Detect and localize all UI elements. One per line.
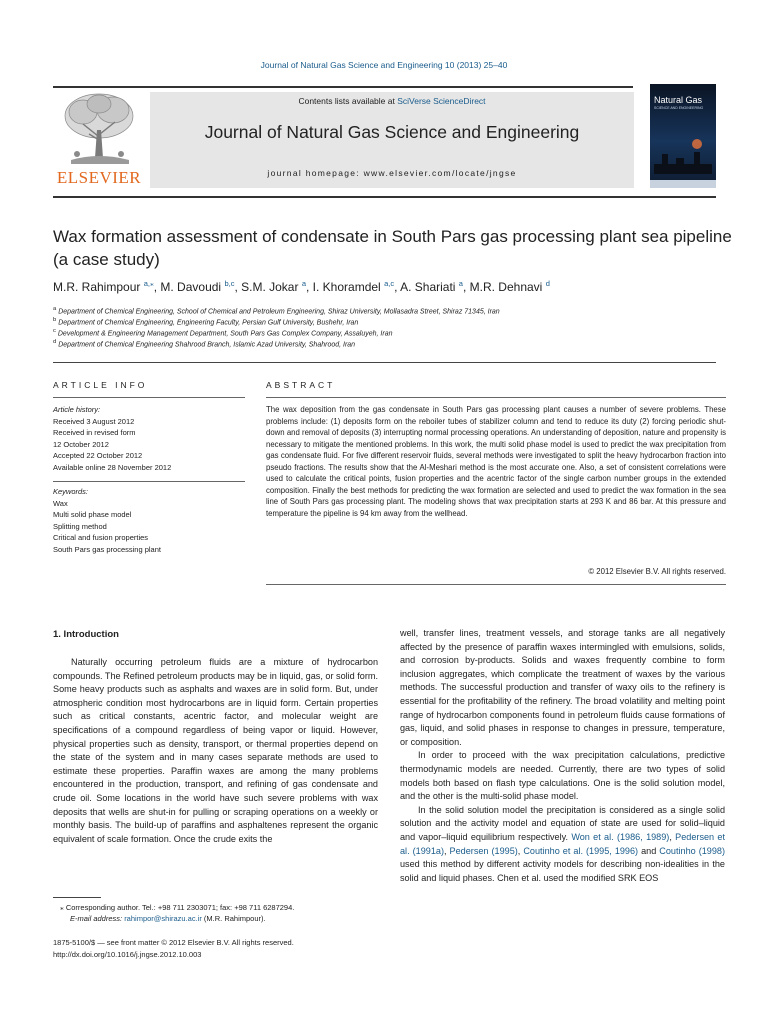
- email-note: [70, 913, 400, 924]
- journal-reference[interactable]: Journal of Natural Gas Science and Engineering 10 (2013) 25–40: [260, 60, 508, 70]
- email-suffix: (M.R. Rahimpour).: [201, 914, 266, 923]
- keywords-label: Keywords:: [53, 487, 89, 496]
- paragraph-text: ,: [669, 831, 676, 842]
- elsevier-logo[interactable]: [53, 90, 145, 188]
- paragraph-text: used this method by different activity models for describing non-idealities in the solid and liquid phases. Chen et al. used the modified SRK EOS: [400, 859, 725, 883]
- paragraph: In order to proceed with the wax precipitation calculations, predictive thermodynamic models are needed. Currently, there are two types of solid models both based on flash type calculations. One is the solid solution model, and the other is the multi-solid phase model.: [400, 750, 725, 802]
- journal-homepage[interactable]: journal homepage: www.elsevier.com/locate/jngse: [267, 168, 517, 178]
- abstract-heading: ABSTRACT: [266, 380, 336, 390]
- section-divider: [53, 362, 716, 363]
- elsevier-tree-icon: [53, 90, 145, 168]
- keywords: [53, 486, 243, 555]
- cover-subtitle: SCIENCE AND ENGINEERING: [654, 106, 704, 110]
- author-affiliation-marker[interactable]: a,⁎: [143, 279, 154, 288]
- author-name[interactable]: S.M. Jokar: [241, 280, 299, 294]
- affiliation-text: Department of Chemical Engineering, Engineering Faculty, Persian Gulf University, Bushehr, Iran: [58, 319, 359, 327]
- citation-link[interactable]: Pedersen et al. (1991a): [400, 831, 725, 856]
- abstract-bottom-rule: [266, 584, 726, 585]
- keyword: South Pars gas processing plant: [53, 544, 161, 554]
- header-bottom-rule: [53, 196, 716, 198]
- citation-link[interactable]: Won et al. (1986, 1989): [571, 831, 670, 842]
- email-link[interactable]: rahimpor@shirazu.ac.ir: [124, 914, 202, 923]
- footnote-rule: [53, 897, 101, 898]
- article-info-rule: [53, 397, 245, 398]
- paragraph-text: and: [638, 845, 660, 856]
- affiliation: [53, 317, 733, 326]
- issn-line: 1875-5100/$ — see front matter © 2012 Elsevier B.V. All rights reserved.: [53, 938, 294, 947]
- publisher-logo-text: ELSEVIER: [56, 168, 142, 187]
- article-info-heading: ARTICLE INFO: [53, 380, 148, 390]
- paragraph-text: In the solid solution model the precipitation is considered as a single solid solution and the activity model and equation of state are used for solid–liquid and vapor–liquid equilibrium respectively.: [400, 804, 725, 842]
- history-item: Received 3 August 2012: [53, 416, 135, 426]
- paragraph: [400, 804, 725, 886]
- contents-prefix: Contents lists available at: [298, 96, 398, 106]
- corresponding-author-note: ⁎ Corresponding author. Tel.: +98 711 2303071; fax: +98 711 6287294.: [60, 903, 295, 912]
- doi-link[interactable]: http://dx.doi.org/10.1016/j.jngse.2012.10.003: [53, 950, 202, 959]
- keyword: Splitting method: [53, 521, 107, 531]
- body-column-right: [400, 627, 725, 885]
- affiliation-text: Department of Chemical Engineering Shahrood Branch, Islamic Azad University, Shahrood, Iran: [58, 341, 356, 349]
- journal-title: Journal of Natural Gas Science and Engineering: [204, 122, 580, 142]
- author-name[interactable]: I. Khoramdel: [312, 280, 381, 294]
- author-name[interactable]: M. Davoudi: [160, 280, 222, 294]
- paragraph: well, transfer lines, treatment vessels, and storage tanks are all negatively affected by the presence of paraffin waxes intermingled with emulsions, solids, and corrosion by-products. Solids and waxes frequently combine to form inclusion aggregates, which complicate the treatment of waxes by the various methods. The successful production and transfer of waxy oils to the refinery is essential for the profitability of the refinery. The broad volatility and melting point range of hydrocarbon components found in petroleum fluids cause formations of gas, liquid, and solid phases in response to changes in pressure, temperature, or composition.: [400, 628, 725, 747]
- citation-link[interactable]: Pedersen (1995): [449, 845, 518, 856]
- affiliation: [53, 339, 733, 348]
- affiliation-marker: b: [53, 317, 57, 323]
- history-item: 12 October 2012: [53, 439, 109, 449]
- affiliation-marker: a: [53, 306, 57, 312]
- citation-link[interactable]: Coutinho (1998): [659, 845, 726, 856]
- contents-line: [150, 96, 634, 106]
- affiliation: [53, 306, 733, 315]
- author-name[interactable]: A. Shariati: [400, 280, 456, 294]
- history-item: Accepted 22 October 2012: [53, 451, 143, 460]
- copyright: © 2012 Elsevier B.V. All rights reserved.: [588, 567, 726, 576]
- keyword: Multi solid phase model: [53, 510, 132, 519]
- abstract-rule: [266, 397, 726, 398]
- paragraph-text: ,: [443, 845, 450, 856]
- affiliation-text: Development & Engineering Management Department, South Pars Gas Complex Company, Assaluyeh, Iran: [57, 330, 393, 338]
- author-name[interactable]: M.R. Dehnavi: [469, 280, 543, 294]
- journal-header: [150, 92, 634, 188]
- email-label: E-mail address:: [70, 914, 125, 923]
- author-affiliation-marker[interactable]: a: [458, 279, 463, 288]
- author-affiliation-marker[interactable]: a,c: [384, 279, 395, 288]
- paragraph-text: ,: [517, 845, 524, 856]
- paragraph: Naturally occurring petroleum fluids are a mixture of hydrocarbon compounds. The Refined petroleum products may be in liquid, gas, or solid form. Some heavy products such as asphalts and waxes are in solid form. But, under atmospheric condition most hydrocarbons are in liquid form. Certain properties such as critical constants, acentric factor, and molecular weight are specifications of a compound regardless of being vapor or liquid. However, physical properties such as density, transport, or thermal properties depend on the state of the system and in many cases separate methods are used to estimate these properties. Paraffin waxes are among the many problems encountered in the production, transport, and refining of gas condensate and crude oil. Some locations in the world have such severe problems with wax deposits that wells are shut-in for pulling or scraping operations on a weekly or monthly basis. The build-up of paraffins and asphaltenes represent the organic equivalent of scale formation. Once the crude exits the: [53, 657, 378, 844]
- abstract-text: The wax deposition from the gas condensate in South Pars gas processing plant causes a number of severe problems. These problems include: (1) deposits form on the reboiler tubes of stabilizer column and tend to reduce its duty (2) forcing periodic shut-down and removal of deposits (3) interrupting normal processing operations. An understanding of deposition, nature and propensity is necessary to mitigate the mentioned problems. In this work, the multi solid phase model is used to predict the wax precipitation from gas condensate fluid. For five different reservoir fluids, several methods were investigated to split the heavy hydrocarbon fraction into pseudo fractions. The results show that the Al-Meshari method is the most accurate one. Also, a set of consistent correlations were used to calculate the critical points, fusion properties and the acentric factor of the single carbon number groups in the extended composition. Finally the best methods for predicting the wax formation are selected and used to predict the wax formation in the sea line of South Pars gas processing plant. The modeling shows that wax precipitation starts at 293 K and 86 bar. At this pressure and temperature the pipeline is 94 km away from the wellhead.: [266, 405, 726, 518]
- article-history-label: Article history:: [53, 405, 101, 414]
- affiliation-marker: c: [53, 328, 56, 334]
- citation-link[interactable]: Coutinho et al. (1995, 1996): [523, 845, 639, 856]
- history-item: Available online 28 November 2012: [53, 462, 172, 472]
- cover-title: Natural Gas: [654, 95, 703, 105]
- author-affiliation-marker[interactable]: a: [301, 279, 306, 288]
- author-name[interactable]: M.R. Rahimpour: [53, 280, 141, 294]
- author-affiliation-marker[interactable]: b,c: [224, 279, 235, 288]
- history-item: Received in revised form: [53, 428, 136, 437]
- article-title: Wax formation assessment of condensate in South Pars gas processing plant sea pipeline (a case study): [53, 227, 732, 269]
- author-affiliation-marker[interactable]: d: [545, 279, 550, 288]
- section-heading-introduction: 1. Introduction: [53, 629, 119, 640]
- keyword: Wax: [53, 498, 68, 508]
- affiliation-text: Department of Chemical Engineering, School of Chemical and Petroleum Engineering, Shiraz University, Mollasadra Street, Shiraz 71345, Iran: [58, 308, 500, 316]
- article-history: [53, 404, 243, 473]
- affiliation-marker: d: [53, 339, 57, 345]
- header-top-rule: [53, 86, 633, 88]
- journal-cover[interactable]: [650, 84, 716, 188]
- sciencedirect-link[interactable]: SciVerse ScienceDirect: [397, 96, 486, 106]
- author-list: M.R. Rahimpour $^{a,⁎}$, M. Davoudi $^{b,c}$, S.M. Jokar $^a$, I. Khoramdel $^{a,c}$, A. Shariati $^a$, M.R. Dehnavi $^d$: [53, 279, 550, 294]
- keyword: Critical and fusion properties: [53, 533, 149, 542]
- body-column-left: [53, 656, 378, 846]
- keywords-rule: [53, 481, 245, 482]
- affiliation: [53, 328, 733, 337]
